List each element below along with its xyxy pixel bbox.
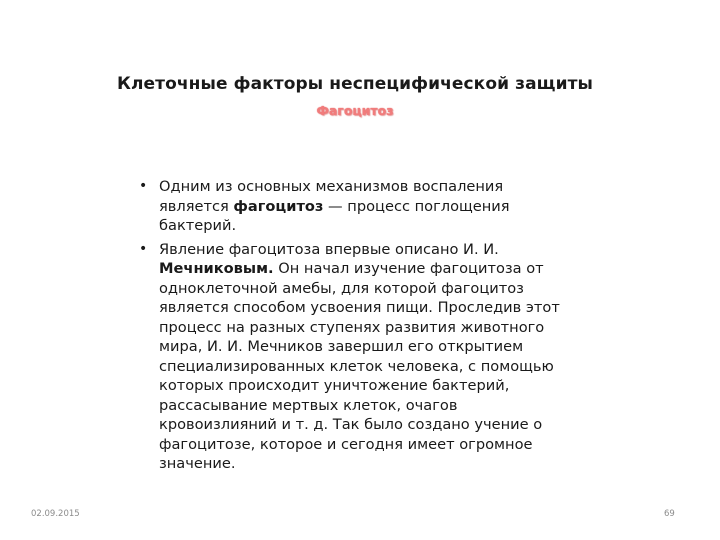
text-run: является способом усвоения пищи. Проследив этот: [159, 299, 560, 316]
bullet-line: [159, 337, 607, 357]
bullet-dot-icon: •: [139, 240, 148, 257]
bullet-line: [159, 318, 607, 338]
bullet-line: [159, 376, 607, 396]
text-run: бактерий.: [159, 217, 237, 234]
text-run: специализированных клеток человека, с помощью: [159, 357, 554, 375]
footer-date: 02.09.2015: [31, 509, 80, 519]
text-run: — процесс поглощения: [323, 197, 510, 215]
text-run: является: [159, 197, 234, 215]
text-run: мира, И. И. Мечников завершил его открытием: [159, 338, 524, 355]
bullet-line: [159, 454, 607, 474]
text-run: значение.: [159, 455, 236, 472]
bold-term: Мечниковым.: [159, 260, 274, 277]
bullet-line: [159, 259, 607, 279]
bullet-line: [159, 197, 607, 217]
bullet-line: [159, 396, 607, 416]
bullet-item: [137, 240, 607, 474]
bullet-line: [159, 177, 607, 197]
text-run: процесс на разных ступенях развития животного: [159, 318, 545, 336]
bold-term: фагоцитоз: [233, 197, 324, 215]
bullet-line: [159, 435, 607, 455]
bullet-dot-icon: •: [139, 178, 148, 194]
bullet-item: [137, 177, 607, 236]
slide-subtitle: Фагоцитоз: [316, 103, 394, 118]
text-run: которых происходит уничтожение бактерий,: [159, 377, 510, 394]
text-run: кровоизлияний и т. д. Так было создано учение о: [159, 416, 543, 433]
text-run: одноклеточной амебы, для которой фагоцитоз: [159, 279, 524, 297]
bullet-line: [159, 415, 607, 435]
bullet-line: [159, 279, 607, 299]
text-run: Одним из основных механизмов воспаления: [159, 178, 504, 195]
text-run: Явление фагоцитоза впервые описано И. И.: [159, 240, 499, 258]
bullet-list: [137, 177, 607, 478]
bullet-line: [159, 216, 607, 236]
bullet-line: [159, 240, 607, 260]
slide-title: Клеточные факторы неспецифической защиты: [116, 74, 594, 94]
text-run: фагоцитозе, которое и сегодня имеет огромное: [159, 435, 533, 453]
text-run: рассасывание мертвых клеток, очагов: [159, 396, 458, 414]
slide-number: 69: [664, 509, 675, 519]
text-run: Он начал изучение фагоцитоза от: [273, 260, 544, 277]
bullet-line: [159, 298, 607, 318]
bullet-line: [159, 357, 607, 377]
